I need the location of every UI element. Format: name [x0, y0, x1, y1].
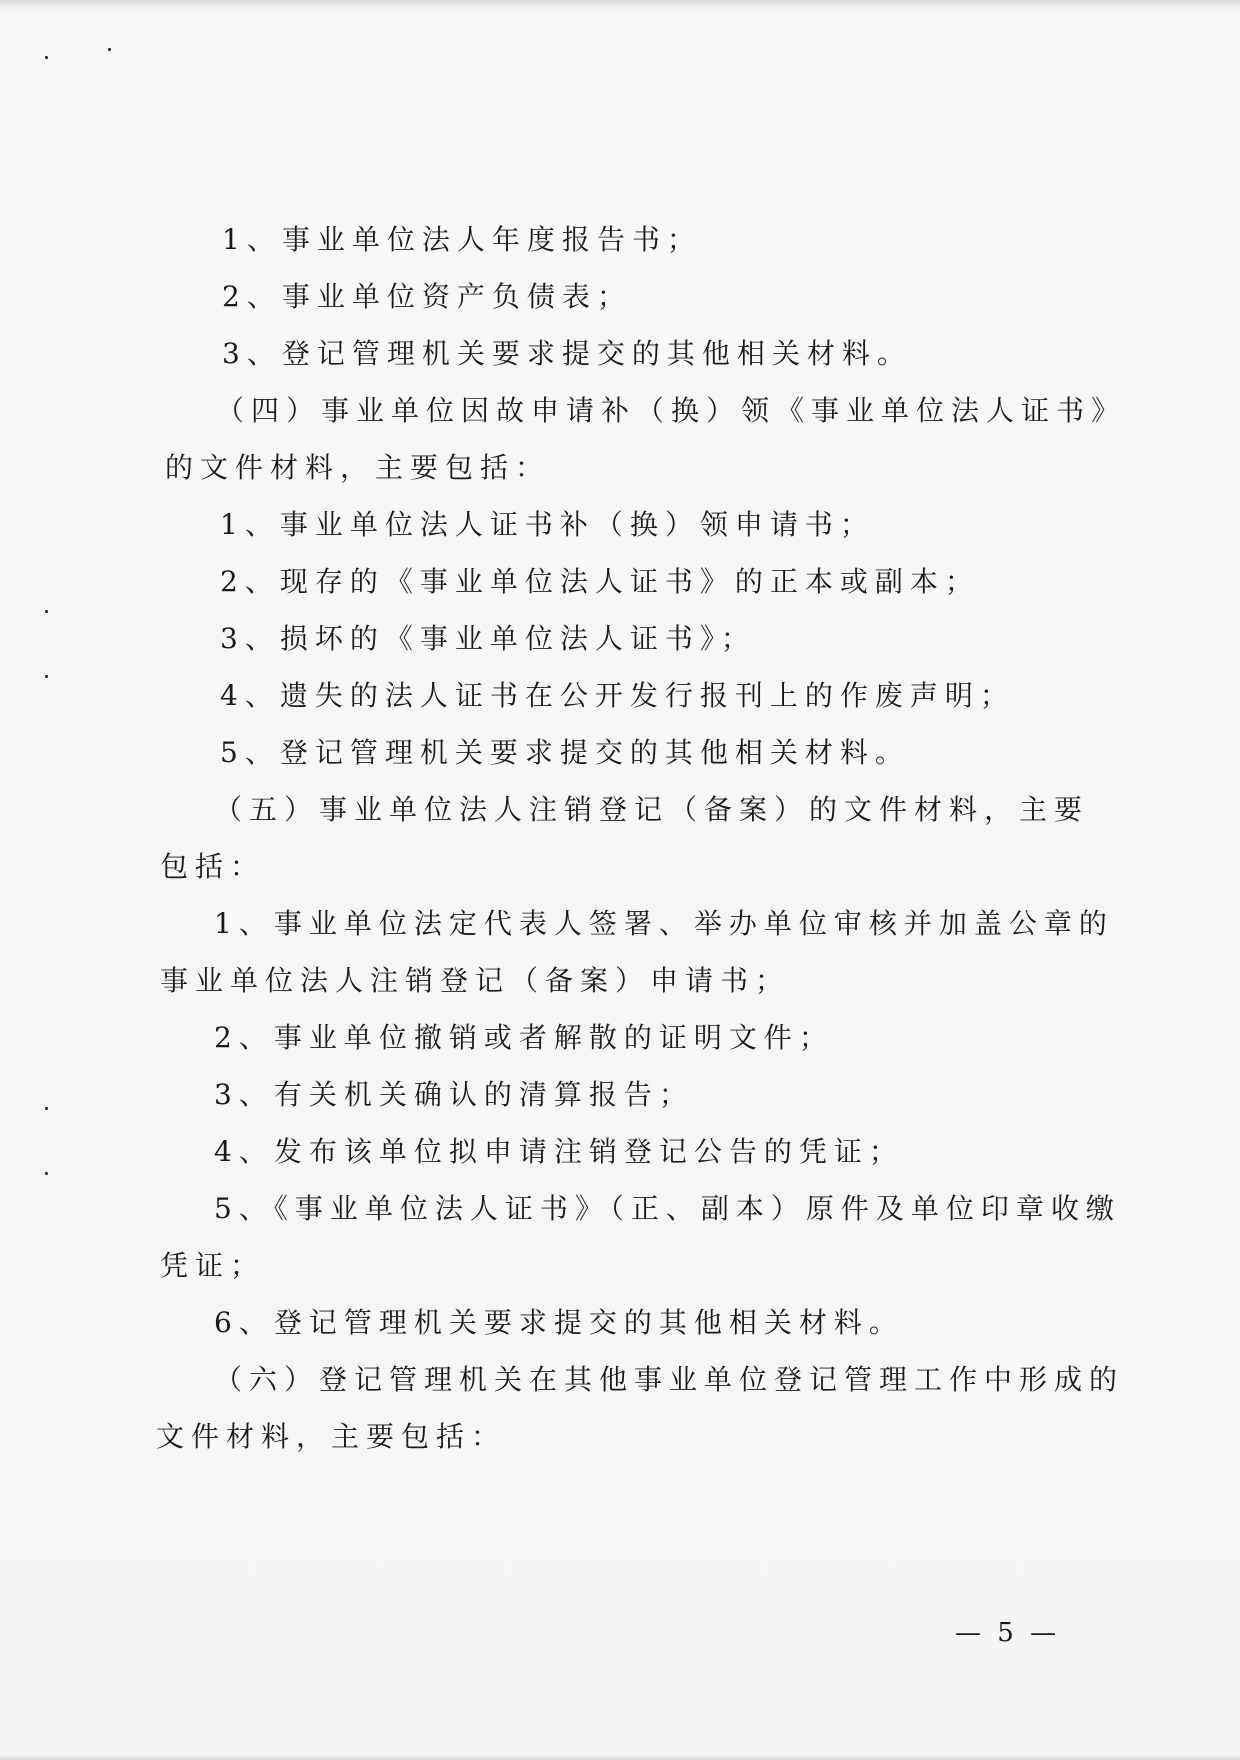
list-item-other-materials: 5、登记管理机关要求提交的其他相关材料。	[220, 736, 910, 769]
list-item-certificate-seal-voucher: 5、《事业单位法人证书》（正、副本）原件及单位印章收缴	[214, 1192, 1121, 1225]
list-item-other-materials: 6、登记管理机关要求提交的其他相关材料。	[214, 1306, 904, 1339]
list-item-cancellation-application-continued: 事业单位法人注销登记（备案）申请书；	[160, 964, 791, 997]
scan-top-edge	[0, 0, 1240, 10]
page-number: — 5 —	[955, 1618, 1061, 1648]
section-heading-five: （五）事业单位法人注销登记（备案）的文件材料，主要	[214, 793, 1090, 826]
scan-speck	[45, 1107, 48, 1110]
scan-speck	[45, 610, 48, 613]
list-item-existing-certificate: 2、现存的《事业单位法人证书》的正本或副本；	[220, 565, 980, 598]
scan-speck	[45, 675, 48, 678]
scan-speck	[45, 1172, 48, 1175]
list-item-replacement-application: 1、事业单位法人证书补（换）领申请书；	[220, 508, 875, 541]
list-item-certificate-seal-voucher-continued: 凭证；	[160, 1249, 266, 1282]
list-item-liquidation-report: 3、有关机关确认的清算报告；	[214, 1078, 694, 1111]
list-item-balance-sheet: 2、事业单位资产负债表；	[222, 280, 632, 313]
section-heading-six-continued: 文件材料，主要包括：	[156, 1420, 507, 1453]
section-heading-five-continued: 包括：	[160, 850, 266, 883]
list-item-annual-report: 1、事业单位法人年度报告书；	[222, 223, 702, 256]
list-item-other-materials: 3、登记管理机关要求提交的其他相关材料。	[222, 337, 912, 370]
list-item-damaged-certificate: 3、损坏的《事业单位法人证书》；	[220, 622, 756, 655]
scan-speck	[108, 48, 111, 51]
list-item-lost-certificate-statement: 4、遗失的法人证书在公开发行报刊上的作废声明；	[220, 679, 1015, 712]
section-heading-four-continued: 的文件材料，主要包括：	[165, 451, 551, 484]
section-heading-six: （六）登记管理机关在其他事业单位登记管理工作中形成的	[214, 1363, 1125, 1396]
scan-speck	[45, 56, 48, 59]
list-item-cancellation-application: 1、事业单位法定代表人签署、举办单位审核并加盖公章的	[214, 907, 1114, 940]
section-heading-four: （四）事业单位因故申请补（换）领《事业单位法人证书》	[216, 394, 1127, 427]
list-item-announcement-voucher: 4、发布该单位拟申请注销登记公告的凭证；	[214, 1135, 904, 1168]
scan-bottom-edge	[0, 1754, 1240, 1760]
list-item-dissolution-proof: 2、事业单位撤销或者解散的证明文件；	[214, 1021, 834, 1054]
